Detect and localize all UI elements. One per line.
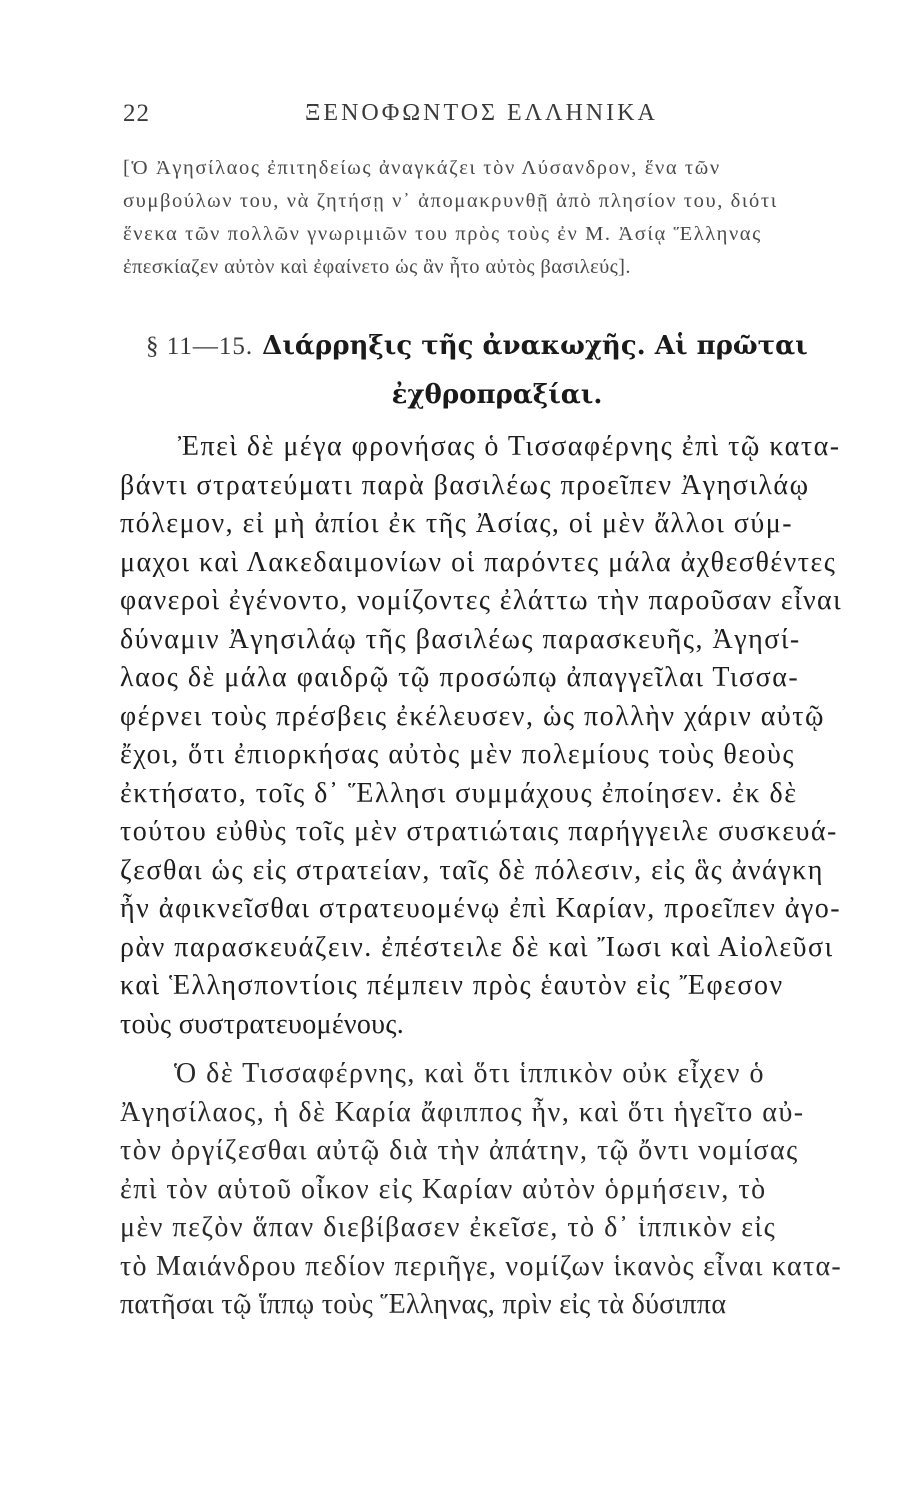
text-line: φανεροὶ ἐγένοντο, νομίζοντες ἐλάττω τὴν παροῦσαν εἶναι: [120, 585, 842, 616]
text-line: ἐπὶ τὸν αὑτοῦ οἶκον εἰς Καρίαν αὐτὸν ὁρμήσειν, τὸ: [120, 1173, 767, 1205]
page-number: 22: [123, 100, 150, 127]
summary-line: ἕνεκα τῶν πολλῶν γνωριμιῶν του πρὸς τοὺς ἐν Μ. Ἀσίᾳ Ἕλληνας: [123, 223, 762, 245]
text-line: ἐκτήσατο, τοῖς δ᾽ Ἕλλησι συμμάχους ἐποίησεν. ἐκ δὲ: [120, 777, 798, 809]
paragraph-2: [120, 1055, 846, 1325]
text-line: καὶ Ἑλλησποντίοις πέμπειν πρὸς ἑαυτὸν εἰς Ἔφεσον: [120, 970, 784, 1001]
section-reference: § 11—15.: [146, 333, 254, 360]
summary-line: [Ὁ Ἀγησίλαος ἐπιτηδείως ἀναγκάζει τὸν Λύσανδρον, ἕνα τῶν: [123, 157, 721, 179]
summary-line: ἐπεσκίαζεν αὐτὸν καὶ ἐφαίνετο ὡς ἂν ἦτο αὐτὸς βασιλεύς].: [123, 256, 631, 278]
text-line: ρὰν παρασκευάζειν. ἐπέστειλε δὲ καὶ Ἴωσι καὶ Αἰολεῦσι: [120, 931, 834, 963]
section-title-part2: ἐχθροπραξίαι.: [391, 380, 603, 410]
text-line: Ἐπεὶ δὲ μέγα φρονήσας ὁ Τισσαφέρνης ἐπὶ τῷ κατα-: [178, 431, 841, 462]
page-header: [123, 100, 838, 130]
text-line: τούτου εὐθὺς τοῖς μὲν στρατιώταις παρήγγειλε συσκευά-: [120, 816, 838, 847]
text-line: τοὺς συστρατευομένους.: [120, 1008, 405, 1040]
paragraph-1: [120, 428, 846, 1044]
text-line: ζεσθαι ὡς εἰς στρατείαν, ταῖς δὲ πόλεσιν, εἰς ἃς ἀνάγκη: [120, 854, 824, 886]
text-line: μὲν πεζὸν ἅπαν διεβίβασεν ἐκεῖσε, τὸ δ᾽ ἱππικὸν εἰς: [120, 1212, 777, 1243]
text-line: βάντι στρατεύματι παρὰ βασιλέως προεῖπεν Ἀγησιλάῳ: [120, 469, 810, 501]
text-line: πόλεμον, εἰ μὴ ἀπίοι ἐκ τῆς Ἀσίας, οἱ μὲν ἄλλοι σύμ-: [120, 508, 794, 539]
text-line: ἦν ἀφικνεῖσθαι στρατευομένῳ ἐπὶ Καρίαν, προεῖπεν ἀγο-: [120, 893, 842, 924]
section-heading: [123, 322, 841, 419]
text-line: Ὁ δὲ Τισσαφέρνης, καὶ ὅτι ἱππικὸν οὐκ εἶχεν ὁ: [174, 1058, 765, 1089]
text-line: φέρνει τοὺς πρέσβεις ἐκέλευσεν, ὡς πολλὴν χάριν αὐτῷ: [120, 700, 825, 732]
text-line: ἔχοι, ὅτι ἐπιορκήσας αὐτὸς μὲν πολεμίους τοὺς θεοὺς: [120, 739, 795, 770]
text-line: δύναμιν Ἀγησιλάῳ τῆς βασιλέως παρασκευῆς, Ἀγησί-: [120, 623, 801, 655]
text-line: Ἀγησίλαος, ἡ δὲ Καρία ἄφιππος ἦν, καὶ ὅτι ἡγεῖτο αὐ-: [120, 1096, 805, 1128]
chapter-summary: [123, 152, 841, 284]
text-line: μαχοι καὶ Λακεδαιμονίων οἱ παρόντες μάλα ἀχθεσθέντες: [120, 546, 837, 578]
running-title: ΞΕΝΟΦΩΝΤΟΣ ΕΛΛΗΝΙΚΑ: [305, 100, 658, 126]
text-line: λαος δὲ μάλα φαιδρῷ τῷ προσώπῳ ἀπαγγεῖλαι Τισσα-: [120, 662, 800, 693]
text-line: πατῆσαι τῷ ἵππῳ τοὺς Ἕλληνας, πρὶν εἰς τὰ δύσιππα: [120, 1289, 727, 1320]
section-heading-line1: [123, 322, 841, 371]
section-title-part1: Διάρρηξις τῆς ἀνακωχῆς. Αἱ πρῶται: [262, 331, 808, 361]
text-line: τὸν ὀργίζεσθαι αὐτῷ διὰ τὴν ἀπάτην, τῷ ὄντι νομίσας: [120, 1135, 799, 1166]
text-line: τὸ Μαιάνδρου πεδίον περιῆγε, νομίζων ἱκανὸς εἶναι κατα-: [120, 1250, 842, 1282]
summary-line: συμβούλων του, νὰ ζητήσῃ ν᾽ ἀπομακρυνθῇ ἀπὸ πλησίον του, διότι: [123, 190, 778, 212]
